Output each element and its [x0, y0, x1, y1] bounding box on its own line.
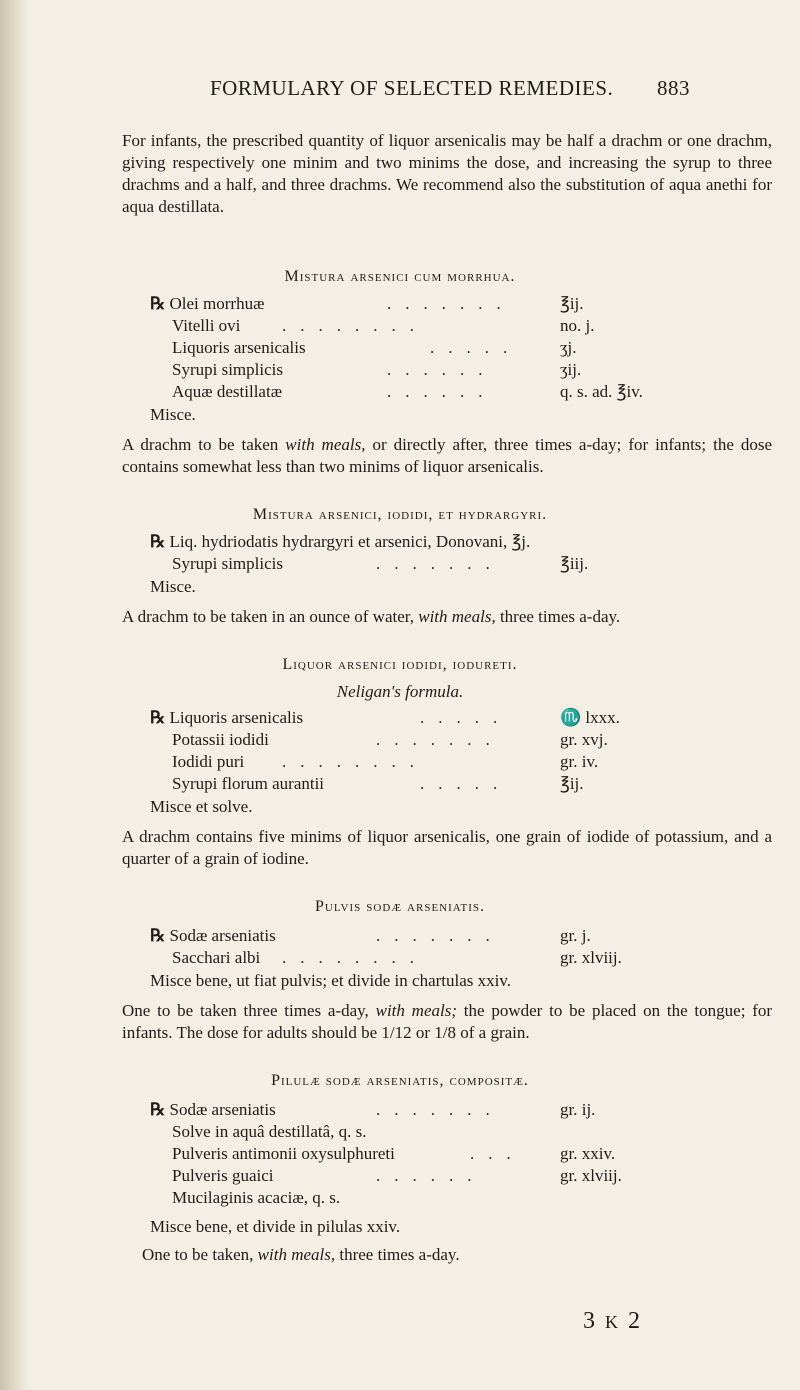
ingredient-name: Sacchari albi	[172, 948, 261, 967]
ingredient-qty: gr. iv.	[560, 752, 599, 771]
ingredient-row	[150, 1122, 690, 1144]
ingredient-name: Pulveris antimonii oxysulphureti	[172, 1144, 395, 1163]
formula-title: Mistura arsenici, iodidi, et hydrargyri.	[252, 506, 548, 523]
dosage-note: A drachm to be taken in an ounce of water, with meals, three times a-day.	[122, 607, 621, 626]
recipe-symbol: ℞	[150, 926, 166, 945]
formula-title: Pilulæ sodæ arseniatis, compositæ.	[271, 1072, 529, 1089]
ingredient-row: ℞ Olei morrhuæ ....... ℥ij.	[150, 294, 584, 313]
ingredient-name: Potassii iodidi	[172, 730, 269, 749]
formula-title: Pulvis sodæ arseniatis.	[314, 898, 485, 915]
dosage-note: One to be taken, with meals, three times a-day.	[142, 1245, 460, 1264]
formula-subtitle: Neligan's formula.	[336, 682, 464, 701]
ingredient-row: Iodidi puri ........ gr. iv.	[172, 752, 599, 771]
ingredient-qty: gr. xxiv.	[560, 1144, 616, 1163]
directive: Misce bene, ut fiat pulvis; et divide in chartulas xxiv.	[150, 971, 512, 990]
ingredient-qty: ℥ij.	[560, 774, 584, 793]
formula-title: Mistura arsenici cum morrhua.	[284, 268, 516, 285]
ingredient-row	[150, 1188, 690, 1210]
page-number: 883	[657, 76, 690, 100]
ingredient-qty: ℥ij.	[560, 294, 584, 313]
signature-mark: 3 K 2	[583, 1308, 642, 1334]
ingredient-name: Syrupi simplicis	[172, 554, 283, 573]
ingredient-qty: ʒj.	[560, 338, 577, 357]
ingredient-name: Sodæ arseniatis	[169, 1100, 276, 1119]
ingredient-qty: ʒij.	[560, 360, 582, 379]
ingredient-qty: gr. xvj.	[560, 730, 608, 749]
ingredient-qty: ♏ lxxx.	[560, 708, 620, 727]
ingredient-qty: gr. xlviij.	[560, 948, 622, 967]
directive: Misce bene, et divide in pilulas xxiv.	[150, 1217, 401, 1236]
ingredient-row: Sacchari albi ........ gr. xlviij.	[172, 948, 622, 967]
ingredient-name: Liquoris arsenicalis	[169, 708, 304, 727]
dosage-note: A drachm contains five minims of liquor arsenicalis, one grain of iodide of potassium, and a quarter of a grain of iodine.	[122, 827, 772, 868]
ingredient-row: ℞ Sodæ arseniatis ....... gr. ij.	[150, 1100, 596, 1119]
ingredient-row: Syrupi simplicis ...... ʒij.	[172, 360, 582, 379]
ingredient-row: Vitelli ovi ........ no. j.	[172, 316, 595, 335]
ingredient-row: Pulveris antimonii oxysulphureti ... gr. xxiv.	[172, 1144, 616, 1163]
ingredient-name: Aquæ destillatæ	[172, 382, 283, 401]
ingredient-name: Solve in aquâ destillatâ, q. s.	[172, 1122, 367, 1141]
ingredient-qty: ℥j.	[511, 532, 531, 551]
ingredient-row: ℞ Liquoris arsenicalis ..... ♏ lxxx.	[150, 708, 620, 727]
intro-paragraph: For infants, the prescribed quantity of liquor arsenicalis may be half a drachm or one drachm, giving respectively one minim and two minims the dose, and increasing the syrup to three drachms and a half, and three drachms. We recommend also the substitution of aqua anethi for aqua destillata.	[122, 131, 772, 216]
ingredient-name: Sodæ arseniatis	[169, 926, 276, 945]
ingredient-row: ℞ Sodæ arseniatis ....... gr. j.	[150, 926, 591, 945]
directive: Misce et solve.	[150, 797, 253, 816]
recipe-symbol: ℞	[150, 1100, 166, 1119]
ingredient-name: Liq. hydriodatis hydrargyri et arsenici, Donovani,	[169, 532, 508, 551]
recipe-symbol: ℞	[150, 708, 166, 727]
running-header	[210, 76, 690, 104]
ingredient-name: Pulveris guaici	[172, 1166, 274, 1185]
running-title: FORMULARY OF SELECTED REMEDIES.	[210, 76, 614, 100]
ingredient-name: Syrupi simplicis	[172, 360, 283, 379]
ingredient-row: Syrupi florum aurantii ..... ℥ij.	[172, 774, 584, 793]
ingredient-name: Liquoris arsenicalis	[172, 338, 306, 357]
ingredient-qty: q. s. ad. ℥iv.	[560, 382, 643, 401]
ingredient-row: Liquoris arsenicalis ..... ʒj.	[172, 338, 577, 357]
recipe-symbol: ℞	[150, 532, 166, 551]
ingredient-qty: gr. xlviij.	[560, 1166, 622, 1185]
ingredient-qty: no. j.	[560, 316, 595, 335]
ingredient-name: Mucilaginis acaciæ, q. s.	[172, 1188, 341, 1207]
ingredient-row	[150, 532, 710, 554]
dosage-note: A drachm to be taken with meals, or directly after, three times a-day; for infants; the dose contains somewhat less than two minims of liquor arsenicalis.	[122, 435, 773, 476]
ingredient-row: Pulveris guaici ...... gr. xlviij.	[172, 1166, 622, 1185]
ingredient-name: Iodidi puri	[172, 752, 245, 771]
fraction: 1/8	[434, 1023, 457, 1042]
formula-title: Liquor arsenici iodidi, iodureti.	[282, 656, 518, 673]
ingredient-name: Olei morrhuæ	[169, 294, 265, 313]
ingredient-qty: gr. j.	[560, 926, 591, 945]
ingredient-row: Aquæ destillatæ ...... q. s. ad. ℥iv.	[172, 382, 643, 401]
ingredient-row: Syrupi simplicis ....... ℥iij.	[172, 554, 589, 573]
ingredient-row: Potassii iodidi ....... gr. xvj.	[172, 730, 608, 749]
ingredient-name: Syrupi florum aurantii	[172, 774, 325, 793]
directive: Misce.	[150, 405, 196, 424]
ingredient-qty: gr. ij.	[560, 1100, 596, 1119]
directive: Misce.	[150, 577, 196, 596]
ingredient-qty: ℥iij.	[560, 554, 589, 573]
dosage-note: One to be taken three times a-day, with meals; the powder to be placed on the tongue; for infants. The dose for adults should be 1/12 or 1/8 of a grain.	[122, 1001, 773, 1042]
recipe-symbol: ℞	[150, 294, 166, 313]
ingredient-name: Vitelli ovi	[172, 316, 241, 335]
fraction: 1/12	[381, 1023, 412, 1042]
